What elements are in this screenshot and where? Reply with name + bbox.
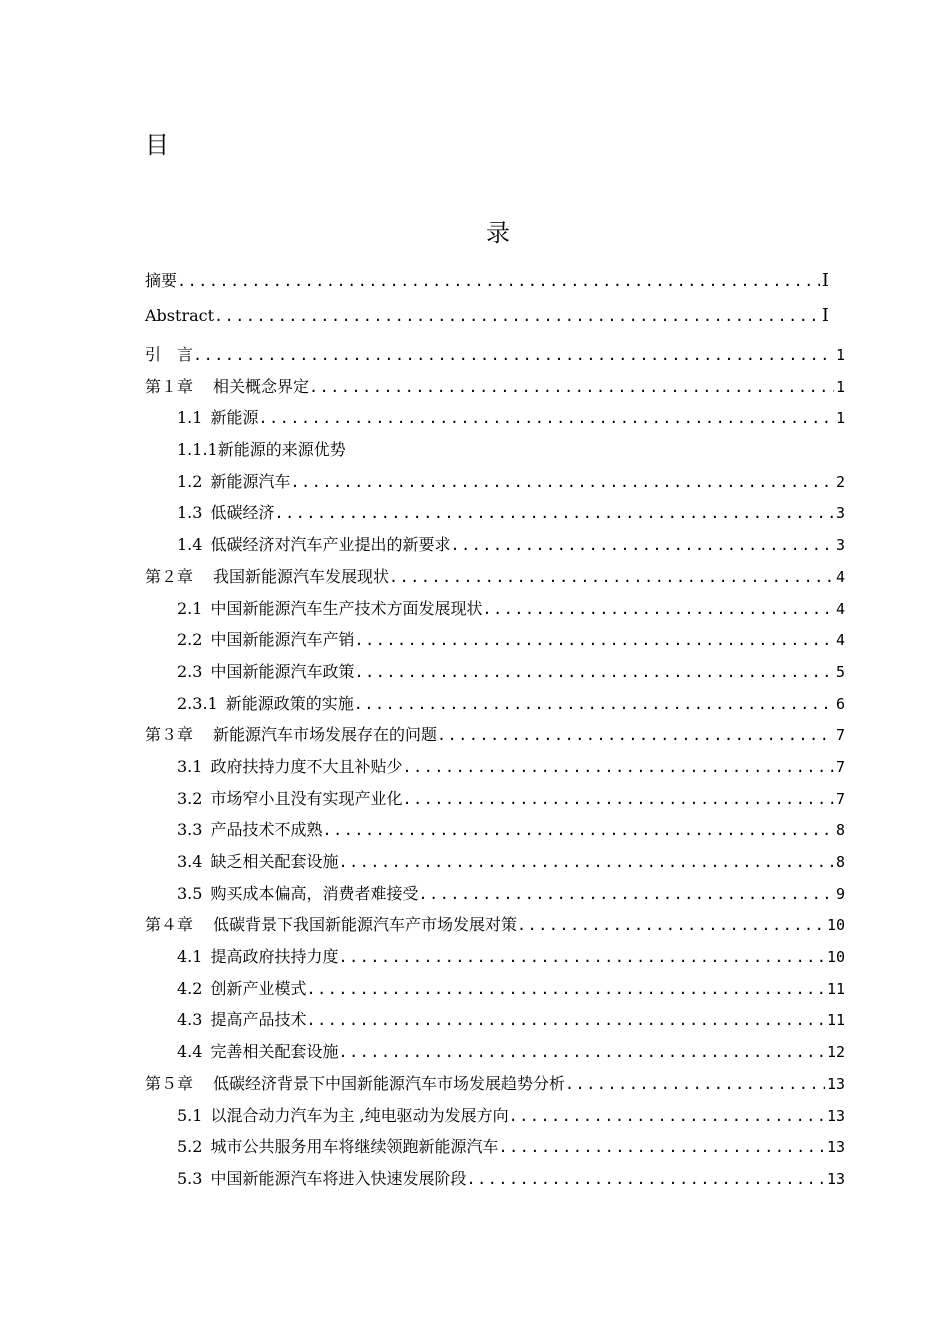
toc-leader (354, 695, 834, 713)
toc-leader (274, 504, 834, 522)
toc-leader (450, 536, 834, 554)
toc-entry-chapter-2[interactable] (145, 564, 845, 596)
toc-entry-number: 第１章 (145, 376, 194, 396)
toc-entry-number: 5.2 (177, 1137, 203, 1157)
toc-entry-label: 以混合动力汽车为主 ,纯电驱动为发展方向 (210, 1105, 509, 1125)
toc-entry-label: 提高产品技术 (210, 1010, 307, 1030)
toc-leader (177, 272, 820, 290)
toc-entry-number: 2.3 (177, 661, 203, 681)
toc-page-number: 9 (835, 884, 845, 903)
toc-page-number: 2 (835, 472, 845, 491)
toc-leader (402, 758, 834, 776)
toc-page-number: 4 (835, 567, 845, 586)
toc-entry-label: 1.1.1新能源的来源优势 (177, 440, 346, 460)
toc-entry-section-1-1[interactable] (145, 405, 845, 437)
toc-entry-number: 4.3 (177, 1010, 203, 1030)
toc-entry-section-4-2[interactable] (145, 976, 845, 1008)
toc-page-number: 13 (826, 1169, 845, 1188)
toc-page-number: 5 (835, 662, 845, 681)
toc-entry-section-3-1[interactable] (145, 754, 845, 786)
toc-entry-section-3-2[interactable] (145, 786, 845, 818)
toc-leader (193, 346, 834, 364)
toc-entry-number: 4.1 (177, 947, 203, 967)
toc-leader (498, 1138, 824, 1156)
toc-entry-label: 中国新能源汽车将进入快速发展阶段 (210, 1168, 467, 1188)
toc-entry-label: 低碳经济背景下中国新能源汽车市场发展趋势分析 (213, 1073, 566, 1093)
toc-page-number: 13 (826, 1106, 845, 1125)
toc-entry-section-4-1[interactable] (145, 944, 845, 976)
toc-entry-label: 购买成本偏高，消费者难接受 (210, 883, 419, 903)
toc-page-number: 1 (835, 409, 845, 428)
toc-leader (309, 378, 834, 396)
toc-entry-label: 提高政府扶持力度 (210, 947, 339, 967)
toc-entry-section-1-1-1[interactable] (145, 437, 845, 469)
toc-page-number: 11 (826, 979, 845, 998)
toc-entry-chapter-1[interactable] (145, 374, 845, 406)
toc-entry-label: 新能源政策的实施 (225, 693, 354, 713)
toc-entry-number: 1.4 (177, 535, 203, 555)
toc-page-number: 3 (835, 536, 845, 555)
toc-entry-label: 低碳经济 (210, 503, 275, 523)
toc-leader (418, 885, 834, 903)
toc-entry-label: 引 言 (145, 345, 194, 364)
toc-entry-number: 第４章 (145, 915, 194, 935)
toc-page-number: I (821, 305, 829, 326)
toc-entry-section-2-2[interactable] (145, 627, 845, 659)
toc-entry-section-1-3[interactable] (145, 500, 845, 532)
toc-entry-section-4-4[interactable] (145, 1039, 845, 1071)
toc-page-number: 10 (826, 948, 845, 967)
toc-leader (354, 631, 834, 649)
toc-leader (389, 568, 834, 586)
toc-entry-number: 3.4 (177, 852, 203, 871)
toc-entry-label: 产品技术不成熟 (210, 820, 323, 840)
toc-leader (466, 1170, 824, 1188)
toc-entry-number: 3.5 (177, 883, 203, 903)
toc-entry-label: 新能源 (210, 408, 259, 428)
toc-entry-number: 5.1 (177, 1105, 203, 1125)
toc-entry-chapter-5[interactable] (145, 1071, 845, 1103)
toc-page-number: 7 (835, 757, 845, 776)
toc-leader (565, 1075, 825, 1093)
toc-page-number: 6 (835, 694, 845, 713)
toc-entry-label: 低碳经济对汽车产业提出的新要求 (210, 535, 451, 555)
toc-leader (437, 726, 834, 744)
toc-entry-label: 中国新能源汽车生产技术方面发展现状 (210, 598, 483, 618)
toc-entry-chapter-4[interactable] (145, 912, 845, 944)
toc-entry-section-4-3[interactable] (145, 1007, 845, 1039)
toc-leader (338, 853, 834, 871)
toc-entry-section-5-2[interactable] (145, 1134, 845, 1166)
toc-leader (517, 916, 825, 934)
toc-entry-number: 第２章 (145, 566, 194, 586)
toc-title-part2: 录 (486, 219, 510, 247)
toc-page-number: 7 (835, 726, 845, 745)
toc-entry-label: 中国新能源汽车产销 (210, 630, 355, 650)
toc-entry-chapter-3[interactable] (145, 722, 845, 754)
toc-entry-label: 市场窄小且没有实现产业化 (210, 788, 403, 808)
toc-entry-number: 第５章 (145, 1073, 194, 1093)
toc-entry-label: 相关概念界定 (213, 376, 310, 396)
toc-page-number: 13 (826, 1138, 845, 1157)
toc-leader (258, 409, 834, 427)
toc-entry-number: 2.1 (177, 598, 203, 618)
toc-page-number: 13 (826, 1074, 845, 1093)
toc-entry-number: 3.3 (177, 820, 203, 840)
toc-entry-number: 2.3.1 (177, 693, 218, 713)
toc-leader (482, 600, 834, 618)
toc-entry-intro[interactable] (145, 342, 845, 374)
toc-entry-number: 1.2 (177, 471, 203, 491)
toc-page-number: 1 (835, 346, 845, 364)
toc-entry-label: 中国新能源汽车政策 (210, 661, 355, 681)
toc-entry-section-5-3[interactable] (145, 1166, 845, 1198)
toc-entry-section-1-4[interactable] (145, 532, 845, 564)
toc-entry-label: 完善相关配套设施 (210, 1042, 339, 1062)
toc-leader (338, 1043, 824, 1061)
toc-entry-label: 缺乏相关配套设施 (210, 852, 339, 871)
toc-entry-number: 1.3 (177, 503, 203, 523)
toc-entry-section-3-5[interactable] (145, 881, 845, 913)
toc-leader (509, 1107, 825, 1125)
toc-entry-number: 4.2 (177, 978, 203, 998)
toc-entry-label: 政府扶持力度不大且补贴少 (210, 756, 403, 776)
toc-entry-label: 城市公共服务用车将继续领跑新能源汽车 (210, 1137, 499, 1157)
toc-entry-label: 新能源汽车市场发展存在的问题 (213, 725, 438, 745)
toc-page-number: 11 (826, 1011, 845, 1030)
toc-leader (214, 307, 820, 325)
toc-entry-section-2-1[interactable] (145, 596, 845, 628)
toc-entry-label: 我国新能源汽车发展现状 (213, 566, 390, 586)
toc-leader (290, 473, 834, 491)
toc-entry-abstract-cn[interactable] (145, 268, 845, 305)
toc-entry-abstract-en[interactable] (145, 305, 845, 342)
toc-entry-label: 低碳背景下我国新能源汽车产市场发展对策 (213, 915, 518, 935)
toc-page-number: 3 (835, 504, 845, 523)
toc-entry-label: 创新产业模式 (210, 978, 307, 998)
toc-leader (338, 948, 824, 966)
toc-page-number: 4 (835, 631, 845, 650)
toc-entry-label: 摘要 (145, 271, 178, 290)
toc-leader (402, 790, 834, 808)
toc-entry-section-2-3[interactable] (145, 659, 845, 691)
toc-page-number: 8 (835, 853, 845, 871)
toc-entry-number: 3.2 (177, 788, 203, 808)
toc-page-number: 1 (835, 377, 845, 396)
toc-page-number: 10 (826, 916, 845, 935)
toc-leader (354, 663, 834, 681)
toc-title-part1: 目 (145, 131, 169, 159)
toc-page-number: 8 (835, 821, 845, 840)
toc-entry-label: 新能源汽车 (210, 471, 291, 491)
toc-entry-section-5-1[interactable] (145, 1103, 845, 1135)
toc-entry-number: 第３章 (145, 725, 194, 745)
toc-entry-section-3-4[interactable] (145, 849, 845, 881)
toc-entry-number: 4.4 (177, 1042, 203, 1062)
toc-page-number: 7 (835, 789, 845, 808)
toc-leader (322, 821, 834, 839)
toc-entry-number: 5.3 (177, 1168, 203, 1188)
toc-entry-number: 1.1 (177, 408, 203, 428)
toc-leader (306, 980, 824, 998)
toc-leader (306, 1011, 824, 1029)
toc-page-number: 12 (826, 1043, 845, 1062)
toc-entry-number: 3.1 (177, 756, 203, 776)
toc-entry-section-3-3[interactable] (145, 817, 845, 849)
toc-entry-label: Abstract (145, 306, 215, 325)
table-of-contents (145, 268, 845, 1198)
toc-entry-number: 2.2 (177, 630, 203, 650)
toc-entry-section-1-2[interactable] (145, 469, 845, 501)
toc-page-number: 4 (835, 599, 845, 618)
toc-entry-section-2-3-1[interactable] (145, 691, 845, 723)
toc-page-number: I (821, 270, 829, 291)
